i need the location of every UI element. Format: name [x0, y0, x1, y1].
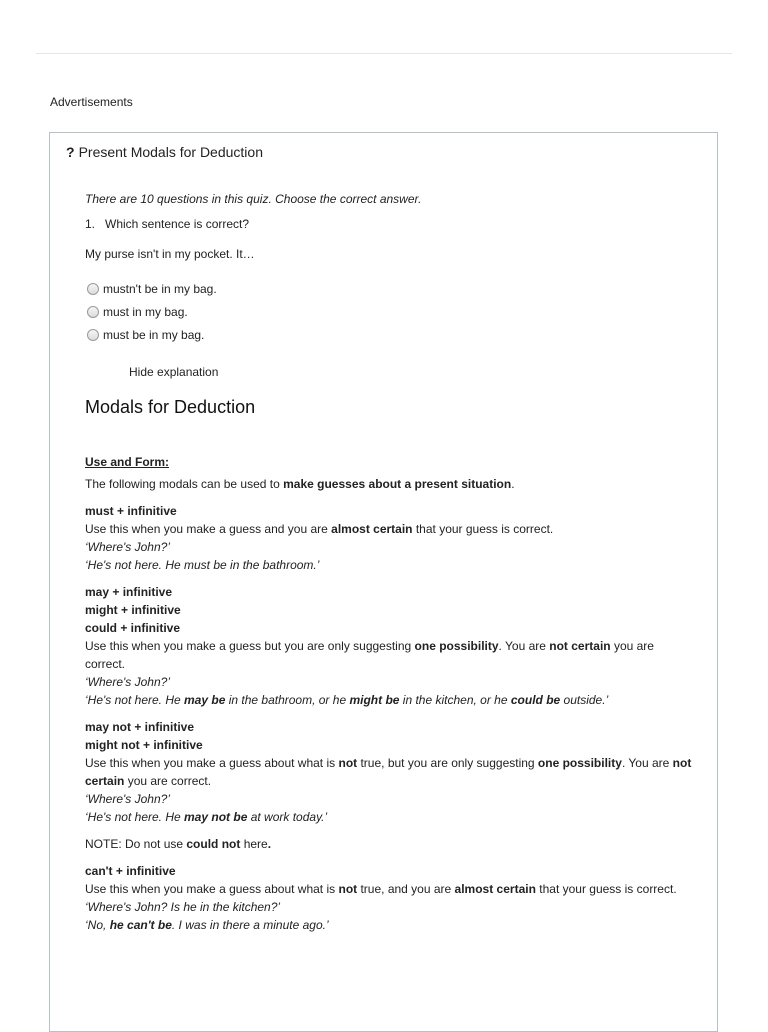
text-bold: one possibility — [414, 639, 499, 653]
text: . — [511, 477, 515, 491]
text: Use this when you make a guess but you are only suggesting — [85, 639, 415, 653]
text-bold: might be — [349, 693, 400, 707]
must-heading: must + infinitive — [85, 504, 177, 518]
answer-options — [85, 277, 695, 346]
text: you are correct. — [124, 774, 212, 788]
must-description — [85, 520, 695, 538]
use-and-form-heading: Use and Form: — [85, 455, 170, 469]
text: that your guess is correct. — [535, 882, 677, 896]
cant-section — [85, 862, 695, 934]
must-example-1: ‘Where's John?’ — [85, 540, 170, 554]
question-number: 1. — [85, 217, 96, 231]
may-example-1: ‘Where's John?’ — [85, 675, 170, 689]
cant-example-2 — [85, 916, 695, 934]
may-not-example-2 — [85, 808, 695, 826]
text: true, and you are — [357, 882, 455, 896]
text: . You are — [498, 639, 550, 653]
answer-option-3[interactable] — [85, 323, 695, 346]
text: Use this when you make a guess and you are — [85, 522, 332, 536]
must-example-2: ‘He's not here. He must be in the bathroom.’ — [85, 558, 320, 572]
question-prompt: My purse isn't in my pocket. It… — [85, 247, 255, 261]
text: . I was in there a minute ago.’ — [171, 918, 329, 932]
answer-option-label: must be in my bag. — [103, 327, 205, 342]
text-bold: may be — [184, 693, 226, 707]
radio-button[interactable] — [87, 306, 99, 318]
text-bold: not — [338, 756, 358, 770]
text-bold: one possibility — [537, 756, 622, 770]
advertisements-label: Advertisements — [50, 95, 133, 109]
quiz-content — [85, 190, 695, 934]
text: you are correct. — [85, 639, 654, 671]
might-heading: might + infinitive — [85, 603, 181, 617]
cant-heading: can't + infinitive — [85, 864, 176, 878]
text-bold: not — [338, 882, 358, 896]
answer-option-label: must in my bag. — [103, 304, 188, 319]
might-not-heading: might not + infinitive — [85, 738, 203, 752]
quiz-title — [66, 144, 263, 160]
explanation-body — [85, 453, 695, 934]
note — [85, 835, 695, 853]
radio-button[interactable] — [87, 283, 99, 295]
top-divider — [36, 53, 732, 54]
answer-option-2[interactable] — [85, 300, 695, 323]
may-not-heading: may not + infinitive — [85, 720, 195, 734]
text: that your guess is correct. — [412, 522, 554, 536]
text: in the kitchen, or he — [399, 693, 511, 707]
may-not-section — [85, 718, 695, 826]
text: The following modals can be used to — [85, 477, 284, 491]
text: Use this when you make a guess about what is — [85, 756, 339, 770]
answer-option-label: mustn't be in my bag. — [103, 281, 217, 296]
cant-description — [85, 880, 695, 898]
hide-explanation-button[interactable]: Hide explanation — [129, 365, 219, 379]
must-section — [85, 502, 695, 574]
question-text: Which sentence is correct? — [105, 217, 250, 231]
may-not-description — [85, 754, 695, 790]
may-heading: may + infinitive — [85, 585, 173, 599]
text-bold: could not — [186, 837, 241, 851]
text: in the bathroom, or he — [225, 693, 350, 707]
may-description — [85, 637, 695, 673]
question-mark-icon: ? — [66, 144, 75, 160]
text-bold: not certain — [549, 639, 611, 653]
text-bold: almost certain — [454, 882, 536, 896]
quiz-panel — [49, 132, 718, 1032]
radio-button[interactable] — [87, 329, 99, 341]
text: NOTE: Do not use — [85, 837, 187, 851]
text-bold: may not be — [184, 810, 248, 824]
text: ‘He's not here. He — [85, 810, 185, 824]
text-bold: almost certain — [331, 522, 413, 536]
text: ‘He's not here. He — [85, 693, 185, 707]
explanation-intro — [85, 475, 695, 493]
text: . You are — [621, 756, 673, 770]
may-not-example-1: ‘Where's John?’ — [85, 792, 170, 806]
quiz-intro: There are 10 questions in this quiz. Choose the correct answer. — [85, 192, 422, 206]
text-bold: not certain — [85, 756, 692, 788]
text-bold: . — [267, 837, 272, 851]
question — [85, 215, 695, 233]
answer-option-1[interactable] — [85, 277, 695, 300]
cant-example-1: ‘Where's John? Is he in the kitchen?’ — [85, 900, 281, 914]
may-section — [85, 583, 695, 709]
text: Use this when you make a guess about what is — [85, 882, 339, 896]
text: here — [240, 837, 268, 851]
text-bold: could be — [510, 693, 561, 707]
text: true, but you are only suggesting — [357, 756, 538, 770]
explanation-title: Modals for Deduction — [85, 397, 256, 417]
text: outside.’ — [560, 693, 609, 707]
text-bold: he can't be — [109, 918, 172, 932]
quiz-title-text: Present Modals for Deduction — [78, 144, 263, 160]
text: at work today.’ — [247, 810, 328, 824]
may-example-2 — [85, 691, 695, 709]
could-heading: could + infinitive — [85, 621, 181, 635]
text-bold: make guesses about a present situation — [283, 477, 512, 491]
text: ‘No, — [85, 918, 110, 932]
